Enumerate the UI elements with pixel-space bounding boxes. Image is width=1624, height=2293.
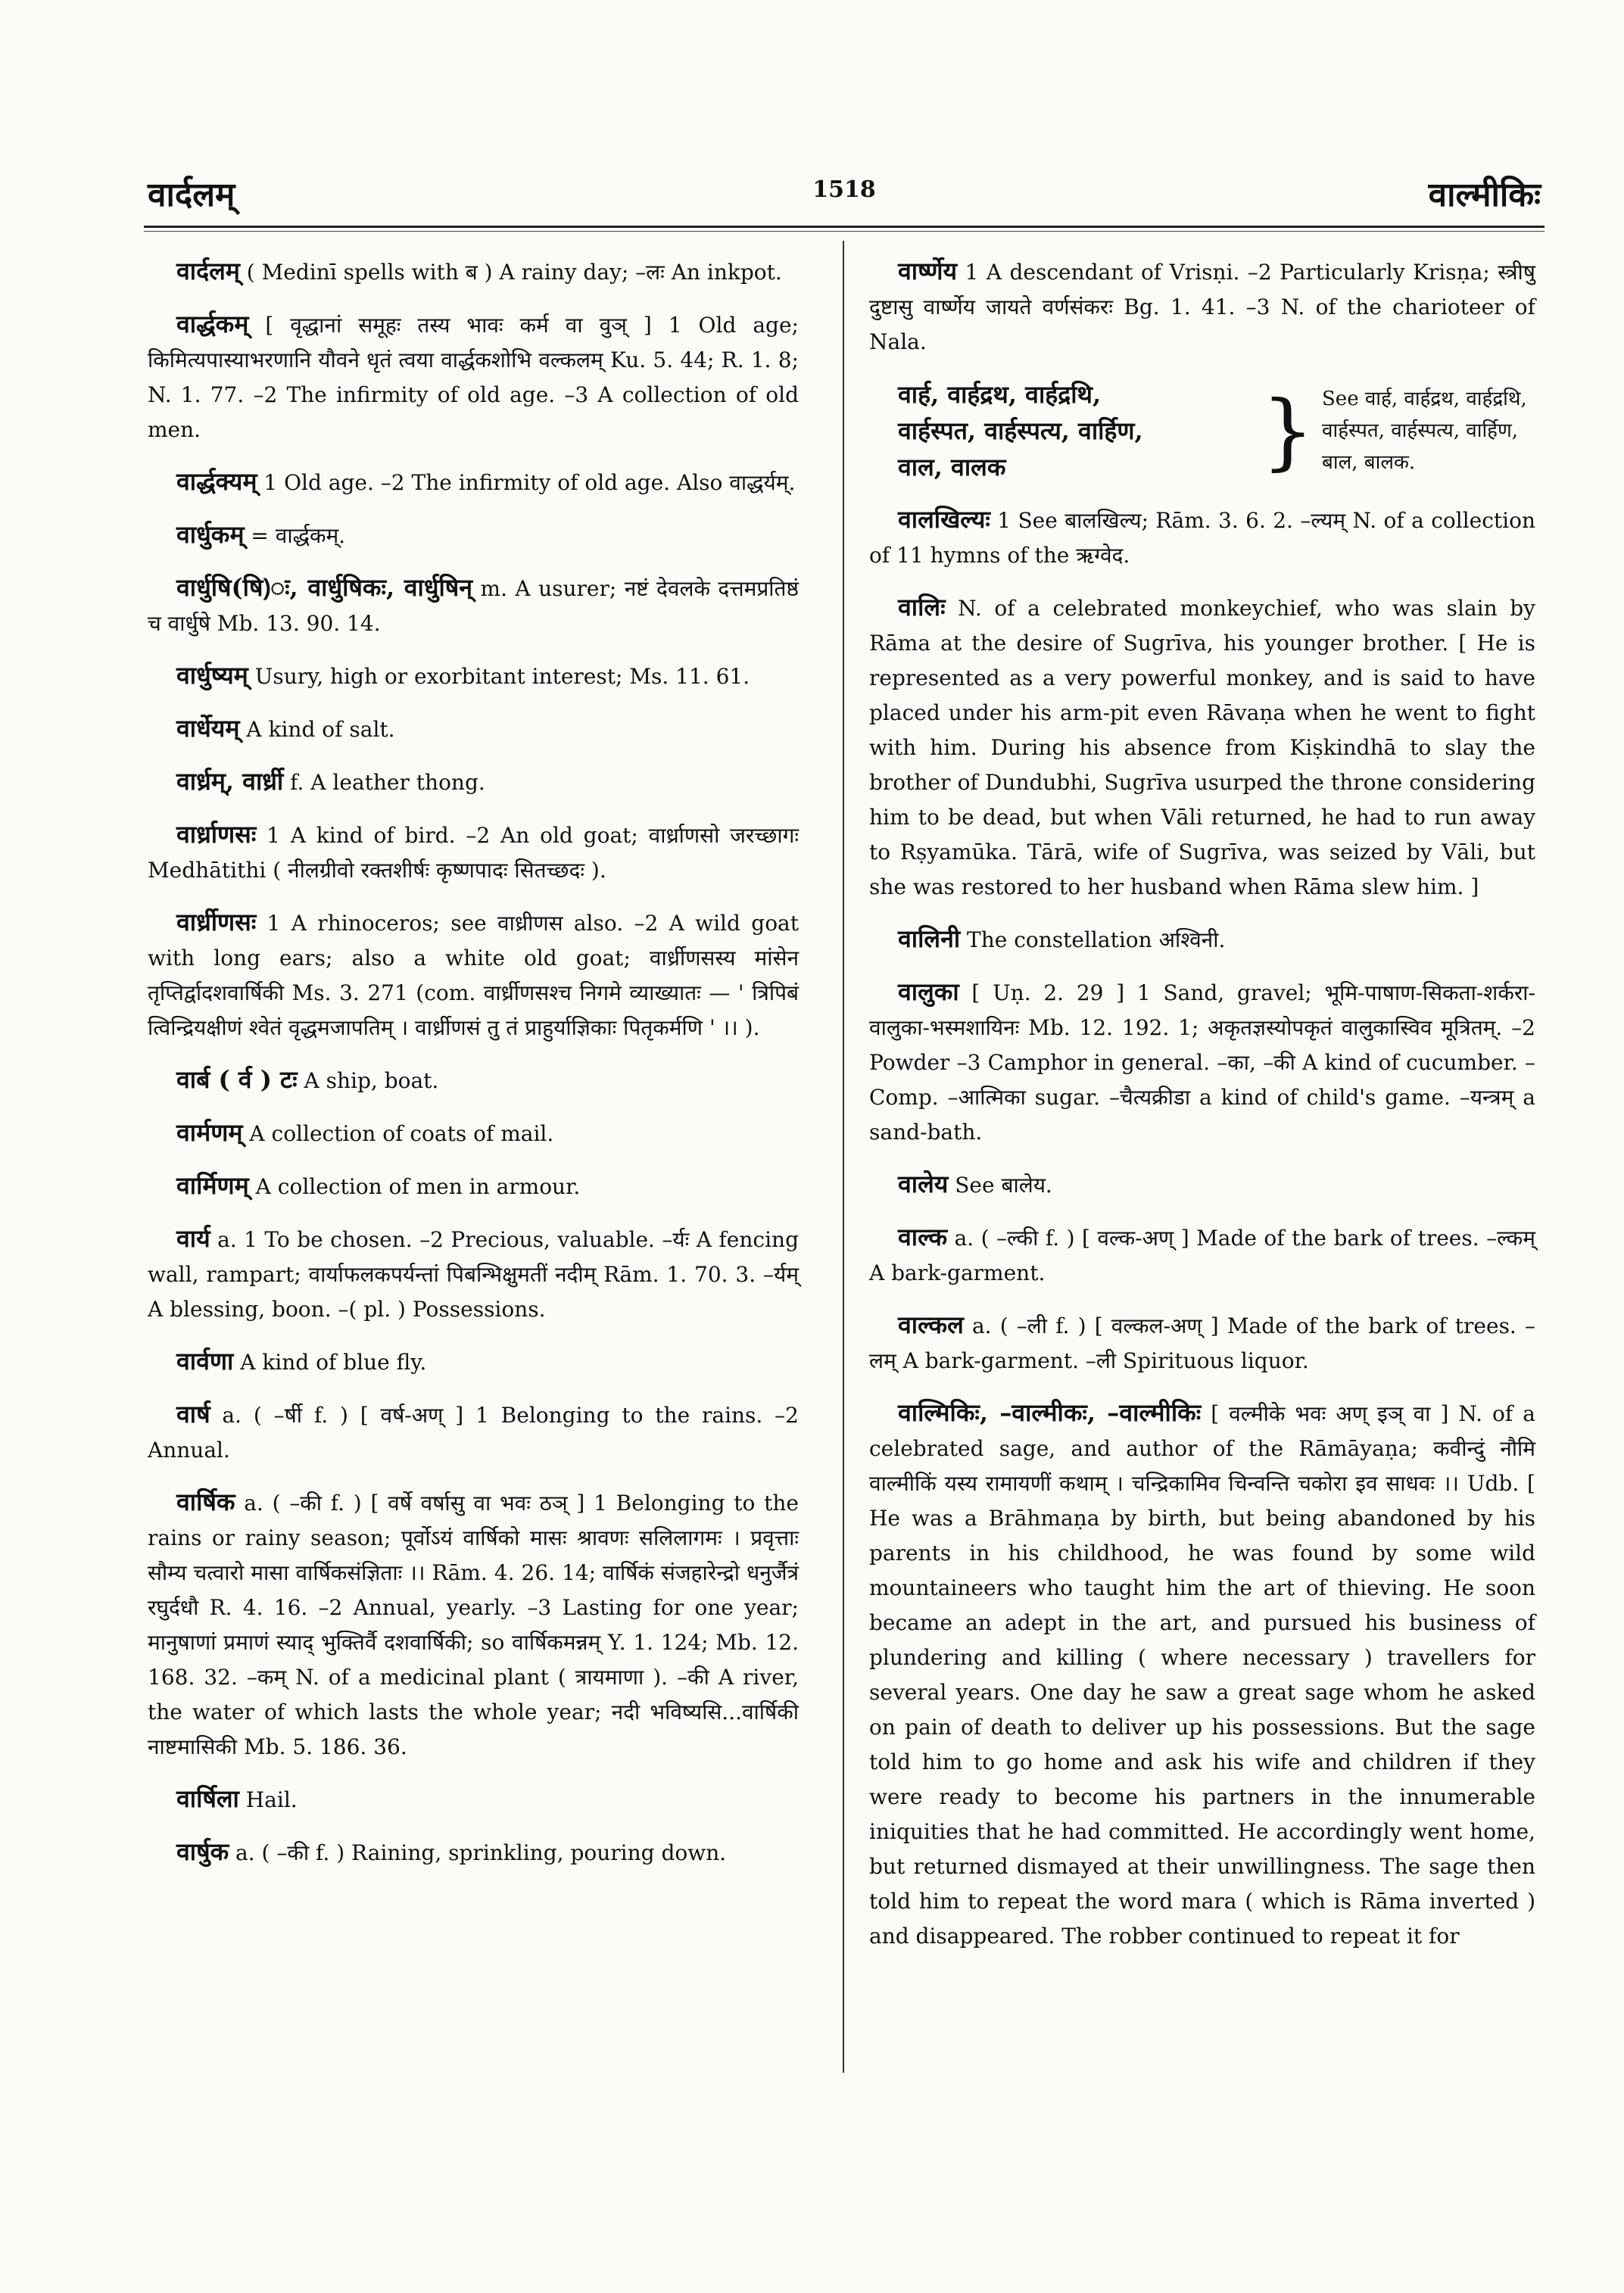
definition: a. ( –की f. ) Raining, sprinkling, pouring down. [229,1840,727,1865]
dictionary-entry [869,1167,1535,1203]
headword: वार्षिक [176,1488,235,1516]
see-line: See वार्ह, वार्हद्रथ, वार्हद्रथि, [1322,388,1527,410]
header-rule [144,226,1545,232]
dictionary-entry [148,1485,799,1765]
dictionary-entry [148,1168,799,1204]
dictionary-entry [869,974,1535,1150]
headword: वार्ष्णेय [898,257,958,285]
left-column [148,254,799,1887]
definition: [ वृद्धानां समूहः तस्य भावः कर्म वा वुञ् ] 1 Old age; किमित्यपास्याभरणानि यौवने धृतं त्वया वार्द्धकशोभि वल्कलम् Ku. 5. 44; R. 1. 8; N. 1. 77. –2 The infirmity of old age. –3 A collection of old men. [148,313,799,442]
headword: वार्ष [176,1400,210,1428]
headword: वार्धेयम् [176,714,240,743]
headword: वार्द्धकम् [176,310,249,338]
headword: वार्दलम् [176,257,240,285]
headword: वार्धुषि(षि)ः, वार्धुषिकः, वार्धुषिन् [176,573,473,602]
dictionary-entry [869,1307,1535,1379]
definition: [ वल्मीके भवः अण् इञ् वा ] N. of a celebrated sage, and author of the Rāmāyaṇa; कवीन्दुं नौमि वाल्मीकिं यस्य रामायणीं कथाम् । चन्द्रिकामिव चिन्वन्ति चकोरा इव साधवः ।। Udb. [ He was a Brāhmaṇa by birth, but being abandoned by his parents in his childhood, he was found by some wild mountaineers who taught him the art of thieving. He soon became an adept in the art, and pursued his business of plundering and killing ( where necessary ) travellers for several years. One day he saw a great sage whom he asked on pain of death to deliver up his possessions. But the sage told him to go home and ask his wife and children if they were ready to become his partners in the innumerable iniquities that he had committed. He accordingly went home, but returned dismayed at their unwillingness. The sage then told him to repeat the word mara ( which is Rāma inverted ) and disappeared. The robber continued to repeat it for [869,1401,1535,1949]
headword: वालेय [898,1170,949,1198]
column-divider [843,241,844,2073]
dictionary-entry [869,254,1535,360]
headword: वाल्कल [898,1310,964,1339]
group-headword-line: वार्ह, वार्हद्रथ, वार्हद्रथि, [898,380,1102,409]
definition: [ Uṇ. 2. 29 ] 1 Sand, gravel; भूमि-पाषाण-सिकता-शर्करा-वालुका-भस्मशायिनः Mb. 12. 192. 1; अकृतज्ञस्योपकृतं वालुकास्विव मूत्रितम्. –2 Powder –3 Camphor in general. –का, –की A kind of cucumber. –Comp. –आत्मिका sugar. –चैत्यक्रीडा a kind of child's game. –यन्त्रम् a sand-bath. [869,980,1535,1145]
headword: वालिनी [898,924,961,953]
headword: वार्ब ( र्व ) टः [176,1065,298,1094]
dictionary-entry [148,764,799,800]
headword: वार्मिणम् [176,1171,249,1200]
dictionary-entry [148,905,799,1045]
header-right-word: वाल्मीकिः [1428,176,1541,214]
brace: } [1261,382,1314,479]
definition: A kind of blue fly. [233,1350,427,1375]
definition: 1 See बालखिल्य; Rām. 3. 6. 2. –ल्यम् N. of a collection of 11 hymns of the ऋग्वेद. [869,508,1535,568]
definition: N. of a celebrated monkeychief, who was slain by Rāma at the desire of Sugrīva, his younger brother. [ He is represented as a very powerful monkey, and is said to have placed under his arm-pit even Rāvaṇa when he went to fight with him. During his absence from Kiṣkindhā to slay the brother of Dundubhi, Sugrīva usurped the throne considering him to be dead, but when Vāli returned, he had to run away to Rṣyamūka. Tārā, wife of Sugrīva, was seized by Vāli, but she was restored to her husband when Rāma slew him. ] [869,596,1535,899]
headword: वाल्क [898,1223,948,1251]
definition: m. A usurer; नष्टं देवलके दत्तमप्रतिष्ठं च वार्धुषे Mb. 13. 90. 14. [148,576,799,636]
headword: वार्य [176,1224,210,1253]
headword: वार्वणा [176,1347,234,1375]
headword: वार्द्धक्यम् [176,467,257,496]
dictionary-entry [869,590,1535,905]
group-headwords [898,376,1254,485]
dictionary-entry [148,1062,799,1098]
definition: 1 A descendant of Vrisṇi. –2 Particularly Krisṇa; स्त्रीषु दुष्टासु वार्ष्णेय जायते वर्णसंकरः Bg. 1. 41. –3 N. of the charioteer of Nala. [869,260,1535,354]
dictionary-entry [869,1395,1535,1954]
definition: A kind of salt. [239,717,395,742]
header-left-word: वार्दलम् [148,176,235,214]
definition: See बालेय. [948,1173,1052,1198]
definition: 1 A rhinoceros; see वाध्रीणस also. –2 A wild goat with long ears; also a white old goat; वार्ध्रीणसस्य मांसेन तृप्तिर्द्वादशवार्षिकी Ms. 3. 271 (com. वार्ध्रीणसश्च निगमे व्याख्यातः — ' त्रिपिबं त्विन्द्रियक्षीणं श्वेतं वृद्धमजापतिम् । वार्ध्रीणसं तु तं प्राहुर्याज्ञिकाः पितृकर्मणि ' ।। ). [148,911,799,1040]
group-see-reference [1322,383,1527,478]
cross-reference-group [898,376,1535,485]
dictionary-entry [148,1221,799,1327]
dictionary-entry [869,502,1535,573]
definition: f. A leather thong. [283,770,485,795]
definition: 1 Old age. –2 The infirmity of old age. Also वाद्धर्यम्. [257,470,796,495]
dictionary-entry [148,464,799,500]
dictionary-entry [148,658,799,694]
definition: A ship, boat. [297,1068,439,1093]
dictionary-entry [148,1115,799,1151]
headword: वालिः [898,593,946,622]
headword: वार्ध्रीणसः [176,908,257,936]
definition: A collection of coats of mail. [242,1121,554,1146]
headword: वार्धुष्यम् [176,661,248,690]
dictionary-entry [148,711,799,747]
dictionary-entry [148,570,799,641]
headword: वार्मणम् [176,1118,243,1147]
headword: वार्षिला [176,1784,239,1813]
group-headword-line: वार्हस्पत, वार्हस्पत्य, वार्हिण, [898,416,1143,445]
group-headword-line: वाल, वालक [898,453,1006,481]
headword: वार्ध्राणसः [176,820,257,849]
see-line: वार्हस्पत, वार्हस्पत्य, वार्हिण, [1322,419,1519,442]
definition: 1 A kind of bird. –2 An old goat; वार्ध्राणसो जरच्छागः Medhātithi ( नीलग्रीवो रक्तशीर्षः कृष्णपादः सितच्छदः ). [148,823,799,883]
definition: a. ( –की f. ) [ वर्षे वर्षासु वा भवः ठञ् ] 1 Belonging to the rains or rainy season; पूर्वोऽयं वार्षिको मासः श्रावणः सलिलागमः । प्रवृत्ताः सौम्य चत्वारो मासा वार्षिकसंज्ञिताः ।। Rām. 4. 26. 14; वार्षिकं संजहारेन्द्रो धनुर्जैत्रं रघुर्दधौ R. 4. 16. –2 Annual, yearly. –3 Lasting for one year; मानुषाणां प्रमाणं स्याद् भुक्तिर्वै दशवार्षिकी; so वार्षिकमन्नम् Y. 1. 124; Mb. 12. 168. 32. –कम् N. of a medicinal plant ( त्रायमाणा ). –की A river, the water of which lasts the whole year; नदी भविष्यसि...वार्षिकी नाष्टमासिकी Mb. 5. 186. 36. [148,1491,799,1759]
definition: ( Medinī spells with ब ) A rainy day; –लः An inkpot. [239,260,782,285]
right-column [869,254,1535,1971]
dictionary-entry [148,817,799,888]
dictionary-entry [148,1397,799,1468]
dictionary-entry [148,1344,799,1380]
dictionary-entry [869,1220,1535,1291]
definition: The constellation अश्विनी. [960,927,1226,952]
definition: a. ( –ल्की f. ) [ वल्क-अण् ] Made of the bark of trees. –ल्कम् A bark-garment. [869,1226,1535,1285]
running-header [148,170,1541,223]
see-line: बाल, बालक. [1322,451,1416,474]
definition: = वार्द्धकम्. [244,523,346,548]
definition: a. 1 To be chosen. –2 Precious, valuable. –र्यः A fencing wall, rampart; वार्याफलकपर्यन्तां पिबन्भिक्षुमतीं नदीम् Rām. 1. 70. 3. –र्यम् A blessing, boon. –( pl. ) Possessions. [148,1227,799,1322]
headword: वार्धुकम् [176,520,245,549]
headword: वार्ध्रम्, वार्ध्री [176,767,284,796]
headword: वाल्मिकिः, –वाल्मीकः, –वाल्मीकिः [898,1398,1202,1427]
dictionary-entry [148,1781,799,1818]
dictionary-entry [869,921,1535,958]
headword: वार्षुक [176,1837,229,1866]
dictionary-entry [148,307,799,447]
headword: वालखिल्यः [898,505,990,534]
page-number: 1518 [812,176,876,203]
definition: a. ( –ली f. ) [ वल्कल-अण् ] Made of the bark of trees. –लम् A bark-garment. –ली Spirituous liquor. [869,1313,1535,1373]
definition: Hail. [238,1787,298,1812]
dictionary-entry [148,254,799,290]
definition: a. ( –र्षी f. ) [ वर्ष-अण् ] 1 Belonging to the rains. –2 Annual. [148,1403,799,1463]
definition: A collection of men in armour. [248,1174,581,1199]
definition: Usury, high or exorbitant interest; Ms. 11. 61. [248,664,750,689]
headword: वालुका [898,977,959,1006]
dictionary-entry [148,517,799,553]
dictionary-entry [148,1834,799,1871]
